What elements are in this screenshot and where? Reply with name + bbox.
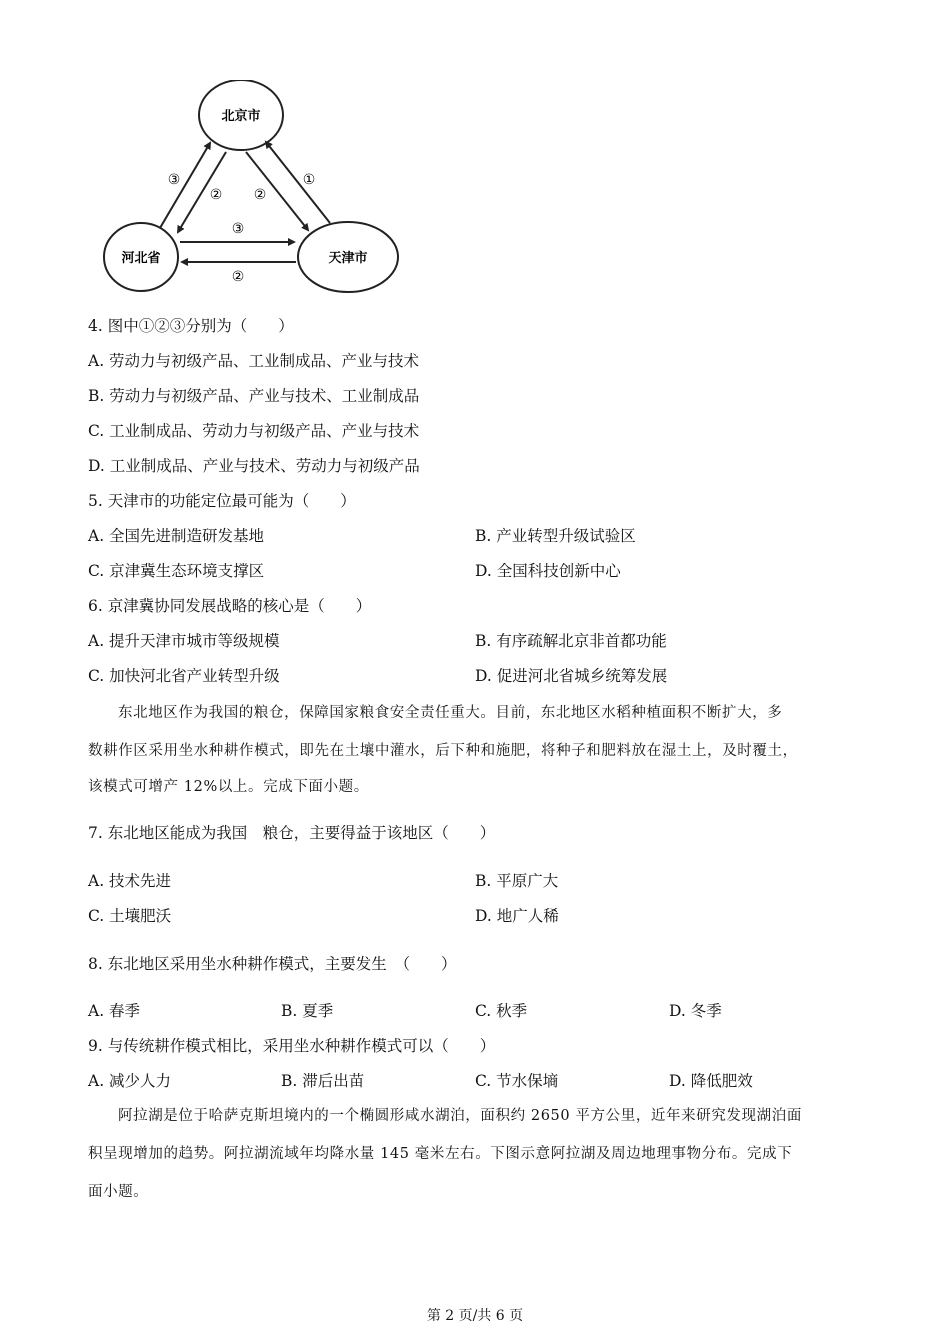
q4-option-c: C. 工业制成品、劳动力与初级产品、产业与技术	[88, 422, 420, 440]
q7-option-d: D. 地广人稀	[475, 907, 559, 925]
node-tianjin-label: 天津市	[328, 251, 368, 266]
q5-option-b: B. 产业转型升级试验区	[475, 527, 636, 545]
passage1-line2: 数耕作区采用坐水种耕作模式，即先在土壤中灌水，后下种和施肥，将种子和肥料放在湿土上，及时覆土，	[88, 743, 798, 759]
passage1-line3: 该模式可增产 12%以上。完成下面小题。	[88, 779, 369, 795]
label-tianjin-to-beijing: ①	[302, 172, 316, 188]
q5-option-d: D. 全国科技创新中心	[475, 562, 621, 580]
q8-stem: 8. 东北地区采用坐水种耕作模式，主要发生 （ ）	[88, 955, 457, 973]
node-tianjin	[298, 222, 398, 292]
q7-option-b: B. 平原广大	[475, 872, 559, 890]
passage1-line1: 东北地区作为我国的粮仓，保障国家粮食安全责任重大。目前，东北地区水稻种植面积不断扩大，多	[118, 705, 783, 721]
passage2-line2: 积呈现增加的趋势。阿拉湖流域年均降水量 145 毫米左右。下图示意阿拉湖及周边地理事物分布。完成下	[88, 1146, 793, 1162]
q8-option-a: A. 春季	[88, 1002, 141, 1020]
label-tianjin-to-hebei: ②	[231, 269, 245, 285]
q7-option-a: A. 技术先进	[88, 872, 172, 890]
q9-option-c: C. 节水保墒	[475, 1072, 559, 1090]
q6-option-b: B. 有序疏解北京非首都功能	[475, 632, 667, 650]
node-hebei	[104, 223, 178, 291]
q8-option-d: D. 冬季	[669, 1002, 722, 1020]
label-beijing-to-tianjin: ②	[253, 187, 267, 203]
q6-option-c: C. 加快河北省产业转型升级	[88, 667, 280, 685]
q9-stem: 9. 与传统耕作模式相比，采用坐水种耕作模式可以（ ）	[88, 1037, 496, 1055]
arrow-tianjin-to-beijing	[266, 142, 330, 223]
passage2-line1: 阿拉湖是位于哈萨克斯坦境内的一个椭圆形咸水湖泊，面积约 2650 平方公里，近年来研究发现湖泊面	[118, 1108, 802, 1124]
node-beijing-label: 北京市	[221, 109, 261, 124]
q4-option-d: D. 工业制成品、产业与技术、劳动力与初级产品	[88, 457, 420, 475]
q6-option-d: D. 促进河北省城乡统筹发展	[475, 667, 668, 685]
label-hebei-to-beijing: ③	[167, 172, 181, 188]
q5-stem: 5. 天津市的功能定位最可能为（ ）	[88, 492, 356, 510]
label-hebei-to-tianjin: ③	[231, 221, 245, 237]
q6-option-a: A. 提升天津市城市等级规模	[88, 632, 280, 650]
q6-stem: 6. 京津冀协同发展战略的核心是（ ）	[88, 597, 372, 615]
node-hebei-label: 河北省	[121, 251, 161, 266]
q9-option-b: B. 滞后出苗	[281, 1072, 365, 1090]
q4-option-a: A. 劳动力与初级产品、工业制成品、产业与技术	[88, 352, 420, 370]
q4-stem: 4. 图中①②③分别为（ ）	[88, 317, 294, 335]
page-number: 第 2 页/共 6 页	[426, 1308, 524, 1324]
label-beijing-to-hebei: ②	[209, 187, 223, 203]
q7-stem: 7. 东北地区能成为我国 粮仓，主要得益于该地区（ ）	[88, 824, 496, 842]
q4-option-b: B. 劳动力与初级产品、产业与技术、工业制成品	[88, 387, 420, 405]
q9-option-d: D. 降低肥效	[669, 1072, 753, 1090]
q8-option-c: C. 秋季	[475, 1002, 528, 1020]
beijing-tianjin-hebei-flow-diagram	[98, 80, 408, 305]
q8-option-b: B. 夏季	[281, 1002, 334, 1020]
q5-option-a: A. 全国先进制造研发基地	[88, 527, 265, 545]
node-beijing	[199, 80, 283, 150]
q9-option-a: A. 减少人力	[88, 1072, 172, 1090]
q5-option-c: C. 京津冀生态环境支撑区	[88, 562, 265, 580]
q7-option-c: C. 土壤肥沃	[88, 907, 172, 925]
passage2-line3: 面小题。	[88, 1184, 149, 1200]
